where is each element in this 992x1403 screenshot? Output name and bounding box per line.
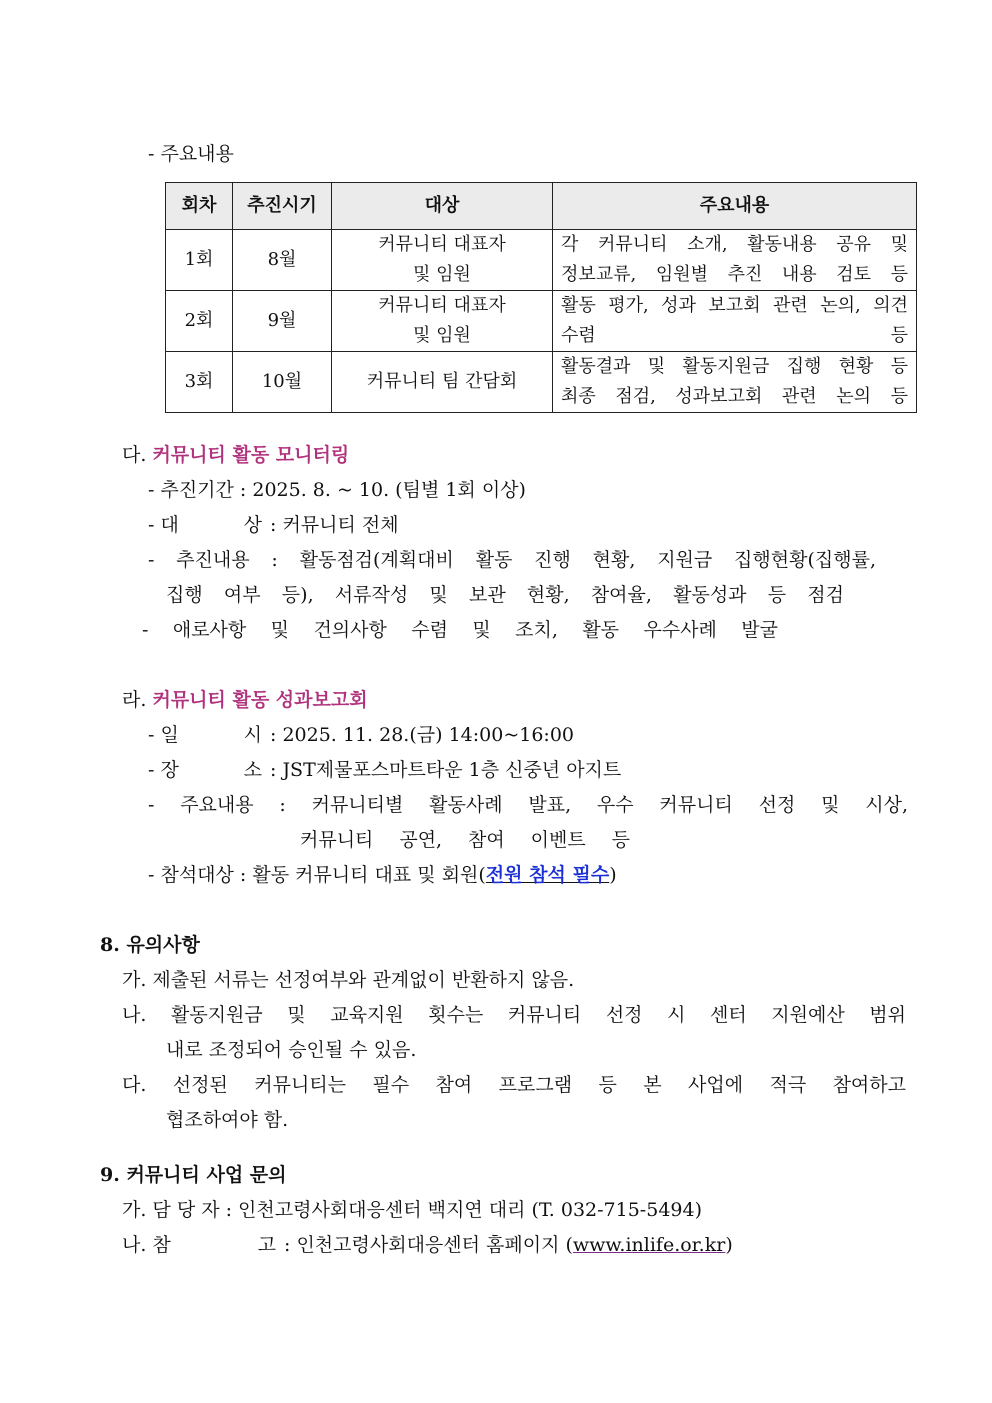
section8-title: 8. 유의사항 (100, 934, 200, 956)
attendance-required-emphasis: 전원 참석 필수 (485, 864, 610, 886)
table-row (166, 352, 917, 413)
da-content-line1: - 추진내용 : 활동점검(계획대비 활동 진행 현황, 지원금 집행현황(집행률, (148, 549, 876, 571)
section8-item-ga: 가. 제출된 서류는 선정여부와 관계없이 반환하지 않음. (122, 969, 575, 991)
cell-period: 9월 (233, 291, 332, 352)
table-row (166, 291, 917, 352)
header-target: 대상 (332, 183, 553, 230)
cell-period: 10월 (233, 352, 332, 413)
da-issues: - 애로사항 및 건의사항 수렴 및 조치, 활동 우수사례 발굴 (142, 619, 778, 641)
ra-attendees: - 참석대상 : 활동 커뮤니티 대표 및 회원(전원 참석 필수) (148, 864, 617, 886)
ra-content-line1: - 주요내용 : 커뮤니티별 활동사례 발표, 우수 커뮤니티 선정 및 시상, (148, 794, 908, 816)
homepage-link[interactable]: www.inlife.or.kr (572, 1234, 726, 1256)
section8-item-na-line2: 내로 조정되어 승인될 수 있음. (166, 1039, 417, 1061)
ra-place: - 장 소 : JST제물포스마트타운 1층 신중년 아지트 (148, 759, 622, 781)
section9-title: 9. 커뮤니티 사업 문의 (100, 1164, 287, 1186)
contact-person: 가. 담 당 자 : 인천고령사회대응센터 백지연 대리 (T. 032-715-5494) (122, 1199, 702, 1221)
header-round: 회차 (166, 183, 233, 230)
cell-content: 활동결과 및 활동지원금 집행 현황 등 최종 점검, 성과보고회 관련 논의 등 (553, 352, 917, 413)
ra-content-line2: 커뮤니티 공연, 참여 이벤트 등 (300, 829, 630, 851)
section8-item-da-line1: 다. 선정된 커뮤니티는 필수 참여 프로그램 등 본 사업에 적극 참여하고 (122, 1074, 906, 1096)
ra-date: - 일 시 : 2025. 11. 28.(금) 14:00~16:00 (148, 724, 574, 746)
contact-reference: 나. 참 고 : 인천고령사회대응센터 홈페이지 (www.inlife.or.kr) (122, 1234, 733, 1256)
section8-item-na-line1: 나. 활동지원금 및 교육지원 횟수는 커뮤니티 선정 시 센터 지원예산 범위 (122, 1004, 906, 1026)
da-content-line2: 집행 여부 등), 서류작성 및 보관 현황, 참여율, 활동성과 등 점검 (166, 584, 844, 606)
header-period: 추진시기 (233, 183, 332, 230)
cell-target: 커뮤니티 대표자 및 임원 (332, 291, 553, 352)
cell-target: 커뮤니티 대표자 및 임원 (332, 230, 553, 291)
cell-content: 활동 평가, 성과 보고회 관련 논의, 의견 수렴 등 (553, 291, 917, 352)
cell-content: 각 커뮤니티 소개, 활동내용 공유 및 정보교류, 임원별 추진 내용 검토 등 (553, 230, 917, 291)
da-period: - 추진기간 : 2025. 8. ~ 10. (팀별 1회 이상) (148, 479, 526, 501)
schedule-table (165, 182, 917, 413)
header-content: 주요내용 (553, 183, 917, 230)
table-header-row (166, 183, 917, 230)
cell-target: 커뮤니티 팀 간담회 (332, 352, 553, 413)
main-content-label: - 주요내용 (148, 143, 234, 165)
cell-period: 8월 (233, 230, 332, 291)
da-target: - 대 상 : 커뮤니티 전체 (148, 514, 399, 536)
cell-round: 2회 (166, 291, 233, 352)
cell-round: 3회 (166, 352, 233, 413)
section-ra-heading: 라. 커뮤니티 활동 성과보고회 (122, 689, 368, 711)
section-da-heading: 다. 커뮤니티 활동 모니터링 (122, 444, 350, 466)
cell-round: 1회 (166, 230, 233, 291)
section8-item-da-line2: 협조하여야 함. (166, 1109, 289, 1131)
table-row (166, 230, 917, 291)
